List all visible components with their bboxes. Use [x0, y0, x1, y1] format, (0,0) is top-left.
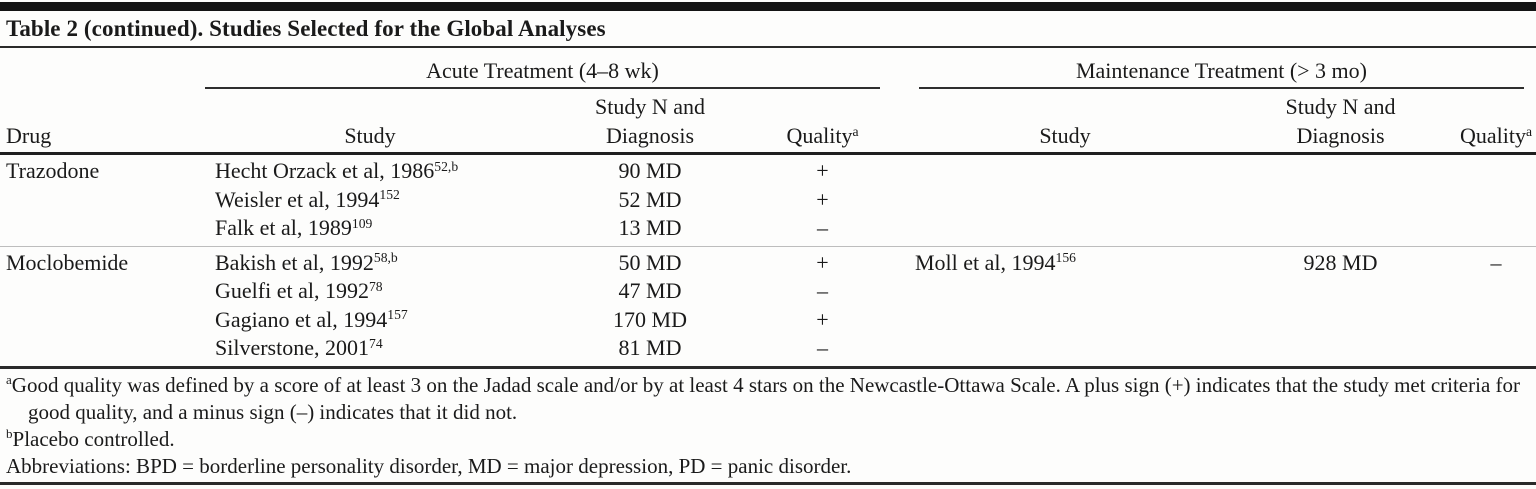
footnote: $^a$Good quality was defined by a score of at least 3 on the Jadad scale and/or by at least 4 stars on the Newcastle-Ottawa Scale. A plus sign (+) indicates that the study met criteria for good quality, and a minus sign (–) indicates that it did not. — [6, 372, 1521, 424]
acute-n-diagnosis-cell: 81 MD — [618, 335, 682, 360]
drug-group — [0, 155, 1536, 246]
table-row — [0, 306, 1536, 335]
acute-study-column-header: Study — [344, 123, 396, 148]
maintenance-quality-cell — [1456, 277, 1536, 306]
column-gap — [880, 150, 905, 152]
acute-n-diagnosis-cell: 170 MD — [613, 306, 687, 332]
table-row — [0, 157, 1536, 186]
drug-cell: Trazodone — [6, 158, 100, 183]
table-page — [0, 2, 1536, 489]
bottom-rule-bar — [0, 482, 1536, 485]
maintenance-quality-cell — [1456, 157, 1536, 186]
maintenance-quality-cell — [1456, 334, 1536, 363]
column-gap-cell — [880, 277, 905, 306]
maintenance-n-diagnosis-cell — [1225, 214, 1456, 243]
acute-quality-column-header: Quality$^a$ — [786, 123, 859, 148]
maintenance-quality-cell — [1456, 306, 1536, 335]
table-body — [0, 155, 1536, 366]
acute-study-cell: Bakish et al, 1992$^{58,b}$ — [215, 249, 398, 275]
maintenance-n-diagnosis-column-header: Study N and Diagnosis — [1285, 94, 1396, 148]
maintenance-study-cell — [905, 277, 1225, 306]
acute-study-cell: Gagiano et al, 1994$^{157}$ — [215, 306, 408, 332]
acute-quality-cell: + — [816, 158, 829, 183]
acute-n-diagnosis-cell: 13 MD — [618, 215, 682, 240]
maintenance-study-cell — [905, 186, 1225, 215]
maintenance-n-diagnosis-cell — [1225, 157, 1456, 186]
maintenance-study-cell — [905, 306, 1225, 335]
acute-study-cell: Silverstone, 2001$^{74}$ — [215, 335, 383, 360]
acute-quality-cell: + — [816, 249, 829, 275]
maintenance-n-diagnosis-cell — [1225, 306, 1456, 335]
maintenance-study-cell: Moll et al, 1994$^{156}$ — [915, 249, 1076, 275]
table-row — [0, 214, 1536, 243]
acute-quality-cell: – — [817, 278, 828, 303]
acute-n-diagnosis-cell: 52 MD — [618, 186, 682, 212]
drug-cell — [0, 214, 205, 243]
drug-cell — [0, 334, 205, 363]
maintenance-n-diagnosis-cell — [1225, 334, 1456, 363]
acute-quality-cell: – — [817, 215, 828, 240]
maintenance-treatment-spanner: Maintenance Treatment (> 3 mo) — [919, 58, 1524, 89]
maintenance-quality-cell — [1456, 186, 1536, 215]
acute-quality-cell: + — [816, 186, 829, 212]
column-gap-cell — [880, 306, 905, 335]
table-title: Table 2 (continued). Studies Selected for the Global Analyses — [0, 11, 1536, 48]
table-row — [0, 186, 1536, 215]
maintenance-quality-column-header: Quality$^a$ — [1459, 123, 1533, 148]
acute-n-diagnosis-cell: 90 MD — [618, 158, 682, 183]
acute-study-cell: Guelfi et al, 1992$^{78}$ — [215, 278, 383, 303]
maintenance-quality-cell: – — [1490, 249, 1502, 275]
footnotes — [0, 369, 1536, 480]
maintenance-n-diagnosis-cell — [1225, 186, 1456, 215]
maintenance-study-cell — [905, 334, 1225, 363]
acute-study-cell: Falk et al, 1989$^{109}$ — [215, 215, 373, 240]
column-gap-cell — [880, 249, 905, 278]
table-row — [0, 277, 1536, 306]
column-gap-cell — [880, 334, 905, 363]
acute-treatment-spanner: Acute Treatment (4–8 wk) — [205, 58, 880, 89]
table-row — [0, 249, 1536, 278]
column-gap-cell — [880, 157, 905, 186]
acute-n-diagnosis-column-header: Study N and Diagnosis — [595, 94, 705, 148]
maintenance-quality-cell — [1456, 214, 1536, 243]
maintenance-study-cell — [905, 214, 1225, 243]
maintenance-study-cell — [905, 157, 1225, 186]
column-header-row — [0, 89, 1536, 155]
footnote: Abbreviations: BPD = borderline personality disorder, MD = major depression, PD = panic disorder. — [6, 453, 852, 478]
treatment-spanner-row — [0, 48, 1536, 89]
acute-study-cell: Weisler et al, 1994$^{152}$ — [215, 186, 400, 212]
column-gap-cell — [880, 186, 905, 215]
top-rule-bar — [0, 2, 1536, 11]
maintenance-n-diagnosis-cell: 928 MD — [1303, 249, 1378, 275]
maintenance-n-diagnosis-cell — [1225, 277, 1456, 306]
acute-quality-cell: + — [816, 306, 829, 332]
drug-cell — [0, 306, 205, 335]
acute-quality-cell: – — [817, 335, 828, 360]
drug-cell: Moclobemide — [6, 249, 129, 275]
maintenance-study-column-header: Study — [1039, 123, 1091, 148]
acute-n-diagnosis-cell: 47 MD — [618, 278, 682, 303]
drug-cell — [0, 277, 205, 306]
drug-column-header: Drug — [6, 123, 52, 148]
column-gap-cell — [880, 214, 905, 243]
drug-group — [0, 246, 1536, 366]
acute-study-cell: Hecht Orzack et al, 1986$^{52,b}$ — [215, 158, 459, 183]
acute-n-diagnosis-cell: 50 MD — [618, 249, 682, 275]
drug-cell — [0, 186, 205, 215]
footnote: $^b$Placebo controlled. — [6, 426, 175, 451]
table-row — [0, 334, 1536, 363]
